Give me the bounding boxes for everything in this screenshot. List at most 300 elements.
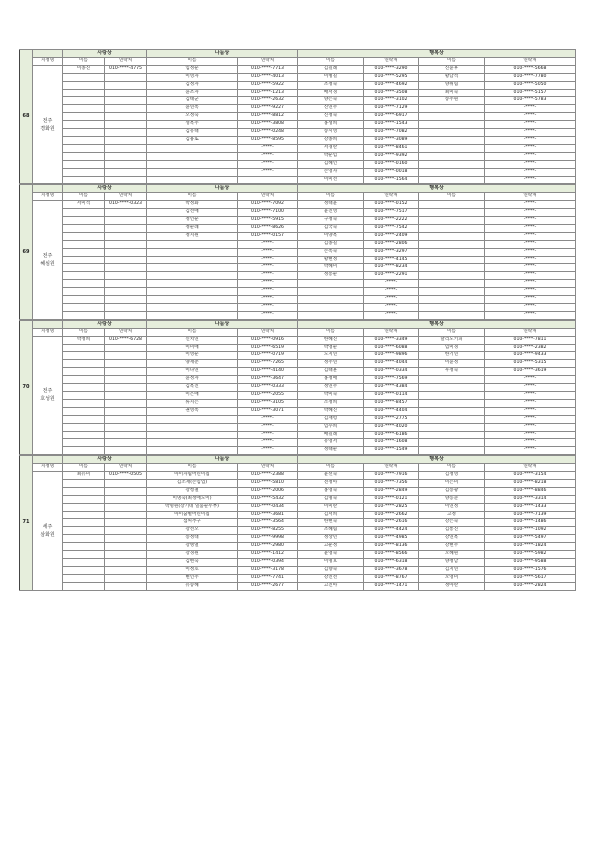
happy1-name: 김길례 (298, 65, 364, 73)
happy1-contact: 010-****-4692 (364, 81, 419, 89)
table-row (20, 431, 576, 439)
happy2-contact: -****- (485, 240, 576, 248)
love-contact (105, 495, 147, 503)
happy2-name: 이연정 (419, 503, 485, 511)
share-name: 정순례 (147, 224, 238, 232)
happy2-contact: -****- (485, 121, 576, 129)
section-happy: 행복상 (298, 50, 576, 58)
table-row (20, 543, 576, 551)
love-contact (105, 217, 147, 225)
happy1-contact: 010-****-0121 (364, 495, 419, 503)
love-contact (105, 176, 147, 184)
region-name: 세주 삼화원 (33, 472, 63, 591)
table-row (20, 415, 576, 423)
happy1-contact: 010-****-7082 (364, 129, 419, 137)
table-row (20, 176, 576, 184)
share-contact: 010-****-5810 (238, 479, 298, 487)
happy2-name (419, 391, 485, 399)
share-contact: 010-****-2980 (238, 543, 298, 551)
happy1-name: 신정숙 (298, 113, 364, 121)
share-contact: -****- (238, 288, 298, 296)
happy2-contact: -****- (485, 304, 576, 312)
table-row (20, 344, 576, 352)
happy2-contact: 010-****-3619 (485, 368, 576, 376)
table-row (20, 280, 576, 288)
love-name (63, 439, 105, 447)
happy1-contact: 010-****-1471 (364, 582, 419, 590)
happy2-name (419, 232, 485, 240)
love-contact (105, 423, 147, 431)
happy2-contact: -****- (485, 399, 576, 407)
happy1-name (298, 280, 364, 288)
section-share: 나눔상 (147, 185, 298, 193)
happy1-name: 정태윤 (298, 201, 364, 209)
table-row (20, 97, 576, 105)
happy1-contact: 010-****-8457 (364, 399, 419, 407)
table-row (20, 336, 576, 344)
share-name (147, 296, 238, 304)
happy2-contact: -****- (485, 272, 576, 280)
love-name: 최유미 (63, 472, 105, 480)
header-name: 이름 (298, 328, 364, 336)
table-row (20, 168, 576, 176)
happy2-name (419, 264, 485, 272)
happy1-contact: 010-****-4044 (364, 360, 419, 368)
table-row (20, 472, 576, 480)
happy1-contact: 010-****-8767 (364, 574, 419, 582)
share-contact: 010-****-8255 (238, 527, 298, 535)
happy1-name (298, 288, 364, 296)
happy1-name: 김명숙 (298, 495, 364, 503)
happy1-name: 송시영 (298, 129, 364, 137)
happy1-name: 황현정 (298, 256, 364, 264)
table-row (20, 144, 576, 152)
happy1-contact: -****- (364, 280, 419, 288)
header-region: 지정명 (33, 328, 63, 336)
table-row (20, 376, 576, 384)
happy1-name: 김태훈 (298, 368, 364, 376)
table-row (20, 551, 576, 559)
header-contact: 연락처 (238, 193, 298, 201)
happy2-name (419, 384, 485, 392)
love-name (63, 113, 105, 121)
happy1-name: 임수희 (298, 423, 364, 431)
happy2-name (419, 136, 485, 144)
love-name (63, 391, 105, 399)
love-name (63, 224, 105, 232)
happy2-name (419, 304, 485, 312)
header-contact: 연락처 (105, 328, 147, 336)
happy2-name: 이윤정 (419, 360, 485, 368)
share-contact: 010-****-9998 (238, 535, 298, 543)
header-name: 이름 (419, 328, 485, 336)
love-name (63, 535, 105, 543)
love-name (63, 73, 105, 81)
header-name: 이름 (298, 193, 364, 201)
table-row (20, 272, 576, 280)
happy1-contact: 010-****-6186 (364, 431, 419, 439)
award-block-table (19, 455, 576, 590)
love-contact (105, 559, 147, 567)
share-contact: 010-****-5922 (238, 81, 298, 89)
happy2-name: 임미경 (419, 344, 485, 352)
section-love: 사랑상 (63, 50, 147, 58)
section-love: 사랑상 (63, 456, 147, 464)
share-name (147, 264, 238, 272)
love-name (63, 168, 105, 176)
happy1-contact: 010-****-0018 (364, 168, 419, 176)
happy1-contact: 010-****-1564 (364, 176, 419, 184)
happy1-contact: 010-****-6318 (364, 559, 419, 567)
happy1-name: 구정숙 (298, 217, 364, 225)
happy2-contact: 010-****-5157 (485, 89, 576, 97)
happy2-contact: 010-****-1092 (485, 527, 576, 535)
block-number: 71 (20, 456, 33, 590)
love-name (63, 240, 105, 248)
award-block-table (19, 184, 576, 319)
share-name: 강경원 (147, 551, 238, 559)
happy2-contact: -****- (485, 224, 576, 232)
happy2-name: 김송광 (419, 487, 485, 495)
happy1-name: 이양옥 (298, 232, 364, 240)
love-contact (105, 368, 147, 376)
happy1-name: 조혜림 (298, 527, 364, 535)
happy2-contact: -****- (485, 168, 576, 176)
love-contact (105, 209, 147, 217)
share-contact: 010-****-3105 (238, 399, 298, 407)
happy1-contact: 010-****-2291 (364, 272, 419, 280)
happy1-contact: 010-****-3089 (364, 136, 419, 144)
table-row (20, 352, 576, 360)
love-name (63, 360, 105, 368)
share-name: 송정대 (147, 535, 238, 543)
happy1-name: 김서희 (298, 511, 364, 519)
happy2-contact: -****- (485, 415, 576, 423)
share-contact: 010-****-3808 (238, 121, 298, 129)
table-row (20, 81, 576, 89)
happy1-name: 한혜진 (298, 336, 364, 344)
love-name (63, 431, 105, 439)
header-contact: 연락처 (238, 328, 298, 336)
happy1-name: 한현숙 (298, 519, 364, 527)
love-contact (105, 136, 147, 144)
love-contact: 010-****-0323 (105, 201, 147, 209)
happy2-name: 오영미 (419, 574, 485, 582)
table-row (20, 217, 576, 225)
love-name (63, 81, 105, 89)
table-row (20, 105, 576, 113)
happy2-name (419, 407, 485, 415)
happy2-name (419, 217, 485, 225)
section-spacer (33, 320, 63, 328)
table-row (20, 113, 576, 121)
table-row (20, 136, 576, 144)
happy2-contact: -****- (485, 129, 576, 137)
love-contact (105, 447, 147, 455)
love-contact (105, 384, 147, 392)
love-contact (105, 144, 147, 152)
header-name: 이름 (63, 328, 105, 336)
share-name: 박명원(장기네 일품순두부) (147, 503, 238, 511)
happy1-contact: 010-****-2849 (364, 487, 419, 495)
section-happy: 행복상 (298, 320, 576, 328)
love-name (63, 304, 105, 312)
header-contact: 연락처 (105, 57, 147, 65)
share-name (147, 240, 238, 248)
table-row (20, 535, 576, 543)
happy2-name (419, 280, 485, 288)
love-contact (105, 272, 147, 280)
love-name (63, 248, 105, 256)
share-name (147, 423, 238, 431)
table-row (20, 423, 576, 431)
happy2-name: 김지연 (419, 566, 485, 574)
happy1-name: 유영서 (298, 439, 364, 447)
happy2-name (419, 224, 485, 232)
love-contact (105, 129, 147, 137)
share-name (147, 431, 238, 439)
happy2-contact: 010-****-5315 (485, 360, 576, 368)
happy2-contact: -****- (485, 209, 576, 217)
happy2-name: 양동준 (419, 495, 485, 503)
love-name (63, 311, 105, 319)
table-row (20, 503, 576, 511)
happy1-contact: 010-****-4020 (364, 423, 419, 431)
happy1-contact: 010-****-0334 (364, 368, 419, 376)
share-name: 류지은 (147, 399, 238, 407)
happy1-contact: 010-****-6088 (364, 344, 419, 352)
share-name: 이다연 (147, 368, 238, 376)
share-name (147, 288, 238, 296)
share-name: 성옥주 (147, 121, 238, 129)
share-contact: 010-****-2632 (238, 97, 298, 105)
love-name (63, 97, 105, 105)
happy1-contact: 010-****-1543 (364, 121, 419, 129)
happy1-name: 강종희 (298, 136, 364, 144)
happy1-contact: 010-****-3678 (364, 566, 419, 574)
happy1-name: 강진선 (298, 574, 364, 582)
happy2-contact: 010-****-1433 (485, 503, 576, 511)
happy1-contact: 010-****-7129 (364, 105, 419, 113)
happy2-contact: -****- (485, 105, 576, 113)
share-name: 김태군 (147, 97, 238, 105)
share-name: 김선애 (147, 209, 238, 217)
share-name (147, 160, 238, 168)
share-name (147, 439, 238, 447)
love-contact (105, 113, 147, 121)
share-name: 윤조자 (147, 89, 238, 97)
happy1-name: 홍성희 (298, 121, 364, 129)
share-contact: 010-****-7741 (238, 574, 298, 582)
table-row (20, 65, 576, 73)
love-name (63, 479, 105, 487)
happy2-name: 강은숙 (419, 519, 485, 527)
happy1-name: 전정아 (298, 479, 364, 487)
happy1-name: 이미란 (298, 503, 364, 511)
happy2-contact: -****- (485, 248, 576, 256)
love-contact (105, 407, 147, 415)
share-contact: -****- (238, 240, 298, 248)
header-name: 이름 (63, 193, 105, 201)
table-row (20, 89, 576, 97)
header-name: 이름 (147, 57, 238, 65)
header-name: 이름 (419, 464, 485, 472)
share-contact: 010-****-3647 (238, 376, 298, 384)
happy2-name (419, 376, 485, 384)
happy2-contact: -****- (485, 136, 576, 144)
love-contact (105, 264, 147, 272)
happy1-contact: 010-****-4404 (364, 407, 419, 415)
love-contact (105, 415, 147, 423)
happy1-name: 김혜인 (298, 160, 364, 168)
happy2-contact: 010-****-1576 (485, 566, 576, 574)
happy2-name: 정아란 (419, 582, 485, 590)
table-row (20, 248, 576, 256)
happy2-name (419, 272, 485, 280)
love-name (63, 144, 105, 152)
happy1-name: 홍정애 (298, 376, 364, 384)
header-contact: 연락처 (364, 464, 419, 472)
share-contact: 010-****-8595 (238, 136, 298, 144)
happy1-contact: 010-****-4384 (364, 384, 419, 392)
share-contact: 010-****-7265 (238, 360, 298, 368)
table-row (20, 256, 576, 264)
share-name: 강병열 (147, 543, 238, 551)
share-contact: 010-****-7092 (238, 201, 298, 209)
table-row (20, 288, 576, 296)
section-share: 나눔상 (147, 320, 298, 328)
share-name (147, 415, 238, 423)
header-name: 이름 (298, 57, 364, 65)
happy2-name: 최미숙 (419, 89, 485, 97)
block-number: 69 (20, 185, 33, 319)
block-number: 70 (20, 320, 33, 454)
share-name: 정인순 (147, 217, 238, 225)
happy2-contact: -****- (485, 144, 576, 152)
happy1-contact: 010-****-2222 (364, 217, 419, 225)
table-row (20, 311, 576, 319)
share-contact: -****- (238, 447, 298, 455)
happy2-name (419, 296, 485, 304)
happy1-name: 윤진영 (298, 209, 364, 217)
region-name: 전주 호성원 (33, 336, 63, 455)
love-name (63, 582, 105, 590)
share-name: 이정호 (147, 566, 238, 574)
happy2-name (419, 447, 485, 455)
love-name (63, 566, 105, 574)
happy2-contact: -****- (485, 256, 576, 264)
love-name (63, 527, 105, 535)
share-name: 아이자립어린이집 (147, 472, 238, 480)
header-contact: 연락처 (364, 193, 419, 201)
happy1-contact: 010-****-4985 (364, 535, 419, 543)
happy2-name: 강연옥 (419, 535, 485, 543)
love-contact (105, 439, 147, 447)
love-contact (105, 248, 147, 256)
share-contact: -****- (238, 256, 298, 264)
happy1-contact: 010-****-0152 (364, 201, 419, 209)
love-name (63, 160, 105, 168)
share-contact: -****- (238, 160, 298, 168)
table-row (20, 511, 576, 519)
header-contact: 연락처 (485, 57, 576, 65)
happy2-name (419, 176, 485, 184)
love-contact (105, 224, 147, 232)
happy1-contact: 010-****-7517 (364, 209, 419, 217)
table-row (20, 566, 576, 574)
happy2-contact: 010-****-7780 (485, 73, 576, 81)
love-contact (105, 376, 147, 384)
share-contact: 010-****-0916 (238, 336, 298, 344)
happy2-contact: -****- (485, 439, 576, 447)
happy1-contact: 010-****-3297 (364, 248, 419, 256)
happy2-name (419, 415, 485, 423)
happy1-name: 박혜미 (298, 264, 364, 272)
share-name: 양재춘 (147, 360, 238, 368)
happy2-name (419, 209, 485, 217)
happy2-contact: -****- (485, 201, 576, 209)
header-contact: 연락처 (485, 464, 576, 472)
happy2-name: 우정숙 (419, 368, 485, 376)
share-contact: -****- (238, 168, 298, 176)
header-name: 이름 (147, 464, 238, 472)
love-name (63, 376, 105, 384)
happy2-name: 황남석 (419, 73, 485, 81)
table-row (20, 224, 576, 232)
share-contact: -****- (238, 304, 298, 312)
table-row (20, 439, 576, 447)
happy1-contact: 010-****-4145 (364, 256, 419, 264)
happy1-contact: -****- (364, 304, 419, 312)
header-contact: 연락처 (485, 193, 576, 201)
happy1-name: 이명호 (298, 559, 364, 567)
love-name (63, 574, 105, 582)
section-share: 나눔상 (147, 50, 298, 58)
happy2-name (419, 431, 485, 439)
love-name (63, 217, 105, 225)
love-contact (105, 97, 147, 105)
happy2-contact: -****- (485, 280, 576, 288)
happy2-name: 김정영 (419, 472, 485, 480)
happy1-contact: 010-****-8566 (364, 551, 419, 559)
header-contact: 연락처 (105, 464, 147, 472)
love-contact (105, 582, 147, 590)
share-contact: -****- (238, 272, 298, 280)
happy2-contact: 010-****-5668 (485, 65, 576, 73)
love-name (63, 121, 105, 129)
love-contact (105, 503, 147, 511)
happy2-contact: 010-****-5617 (485, 574, 576, 582)
share-contact: -****- (238, 296, 298, 304)
header-contact: 연락처 (485, 328, 576, 336)
share-contact: 010-****-3681 (238, 511, 298, 519)
share-contact: 010-****-2388 (238, 472, 298, 480)
share-contact: -****- (238, 144, 298, 152)
header-contact: 연락처 (364, 57, 419, 65)
share-name: 이미애 (147, 344, 238, 352)
share-contact: 010-****-7100 (238, 209, 298, 217)
section-happy: 행복상 (298, 185, 576, 193)
share-contact: 010-****-1412 (238, 551, 298, 559)
love-contact (105, 543, 147, 551)
happy1-name: 배서경 (298, 89, 364, 97)
region-name: 전주 혜심원 (33, 201, 63, 320)
share-contact: 010-****-9227 (238, 105, 298, 113)
happy2-name: 오혜원 (419, 551, 485, 559)
happy2-contact: 010-****-2824 (485, 582, 576, 590)
happy1-name: 김재령 (298, 415, 364, 423)
header-name: 이름 (63, 57, 105, 65)
